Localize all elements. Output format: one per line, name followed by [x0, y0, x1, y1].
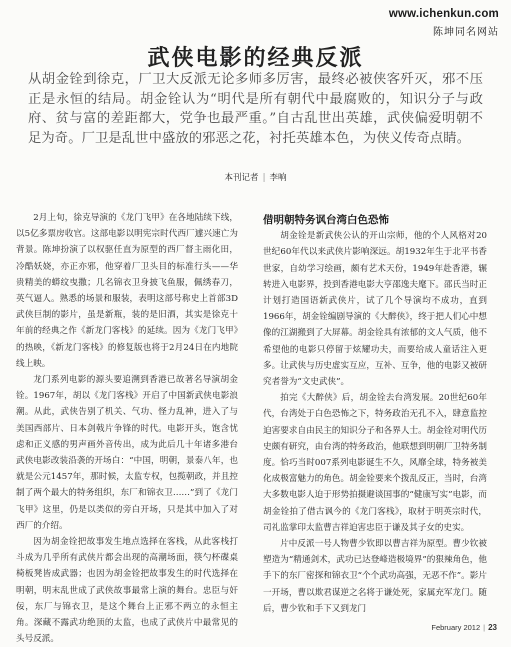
body-paragraph: 2月上旬，徐克导演的《龙门飞甲》在各地陆续下线，以5亿多票房收官。这部电影以明宪宗时代西厂遽兴速亡为背景。陈坤扮演了以权驱任直为原型的西厂督主雨化田，冷酷妖娆，亦正亦邪，他穿着厂卫头目的标准行头——华贵精美的蟒纹曳撒；几名锦衣卫身披飞鱼服，佩绣春刀，英气逼人。熟悉的场景和服装，表明这部号称史上首部3D武侠巨制的影片，虽是新瓶，装的是旧酒，其实是徐克十年前的经典之作《新龙门客栈》的延续。因为《龙门飞甲》的热映，《新龙门客栈》的修复版也将于2月24日在内地院线上映。 [16, 213, 238, 369]
article-title: 武侠电影的经典反派 [147, 46, 364, 71]
byline-separator: | [262, 173, 266, 183]
body-paragraph: 片中反派一号人物曹少钦即以曹吉祥为原型。曹少钦被塑造为“精通剑术，武功已达登峰造极境界”的狠辣角色，他手下的东厂密探和锦衣卫“个个武功高强，无恶不作”。影片一开场，曹以欺君谋逆之名将于谦处死，家属充军龙门。随后，曹少钦和手下又到龙门 [263, 539, 487, 614]
footer-separator: | [483, 623, 486, 632]
article-lead: 从胡金铨到徐克，厂卫大反派无论多师多厉害，最终必被侠客歼灭，邪不压正是永恒的结局。胡金铨认为“明代是所有朝代中最腐败的，知识分子与政府、贫与富的差距都大，党争也最严重。”自古乱世出英雄，武侠偏爱明朝不足为奇。厂卫是乱世中盛放的邪恶之花，衬托英雄本色，为侠义传奇点睛。 [28, 72, 483, 146]
byline-label: 本刊记者 [224, 173, 259, 183]
body-paragraph: 胡金铨是新武侠公认的开山宗师，他的个人风格对20世纪60年代以来武侠片影响深远。胡1932年生于北平书香世家，自幼学习绘画，颇有艺术天份，1949年赴香港，辗转进入电影界，投到香港电影大亨邵逸夫麾下。邵氏当时正计划打造国语新武侠片，试了几个导演均不成功，直到1966年，胡金铨编剧导演的《大醉侠》，终于把人们心中想像的江湖搬到了大屏幕。胡金铨具有浓郁的文人气质，他不希望他的电影只停留于炫耀功夫，而要给成人童话注入更多。让武侠与历史虚实互应，互补、互争，他的电影又被研究者誉为“文史武侠”。 [263, 231, 487, 388]
body-paragraph: 因为胡金铨把故事发生地点选择在客栈，从此客栈打斗成为几乎所有武侠片都会出现的高潮场面，筷勺杯碟桌椅板凳皆成武器；也因为胡金铨把故事发生的时代选择在明朝，明末乱世成了武侠故事最常上演的舞台。忠臣与奸佞，东厂与锦衣卫，是这个舞台上正邪不两立的永恒主角。深藏不露武功绝顶的太监，也成了武侠片中最常见的头号反派。 [16, 537, 238, 645]
section-heading: 借明朝特务讽台湾白色恐怖 [263, 214, 389, 226]
page-footer [431, 623, 497, 632]
page-number: 23 [488, 623, 497, 632]
issue-month: February 2012 [431, 623, 481, 632]
byline-author: 李响 [269, 173, 287, 183]
byline [0, 171, 511, 183]
body-paragraph: 龙门系列电影的源头要追溯到香港已故著名导演胡金铨。1967年，胡以《龙门客栈》开启了中国新武侠电影浪潮。从此，武侠告别了机关、气功、怪力乱神，进入了与美国西部片、日本剑戟片争锋的时代。电影开头，饱含忧虑和正义感的男声画外音传出，成为此后几十年诸多港台武侠电影改装沿袭的开场白：“中国，明朝，景泰八年，也就是公元1457年，那时候，太监专权，包揽朝政，并且控制了两个最大的特务组织，东厂和锦衣卫……”到了《龙门飞甲》这里，仍是以类似的旁白开场，只是其中加入了对西厂的介绍。 [16, 375, 238, 531]
site-url: www.ichenkun.com [388, 8, 499, 20]
site-watermark [389, 8, 499, 38]
site-name: 陈坤同名网站 [433, 27, 499, 38]
body-paragraph: 拍完《大醉侠》后，胡金铨去台湾发展。20世纪60年代，台湾处于白色恐怖之下，特务政治无孔不入，肆意监控迫害要求自由民主的知识分子和各界人士。胡金铨对明代历史颇有研究，由台湾的特务政治，他联想到明朝厂卫特务制度。恰巧当时007系列电影诞生不久，风靡全球，特务被美化成极富魅力的角色。胡金铨要来个拨乱反正，当时，台湾大多数电影人迫于形势拍摄避谈国事的“健康写实”电影，而胡金铨拍了借古讽今的《龙门客栈》，取材于明英宗时代，司礼监掌印太监曹吉祥迫害忠臣于谦及其子女的史实。 [263, 393, 487, 533]
left-column [16, 210, 238, 645]
right-column [263, 212, 487, 624]
